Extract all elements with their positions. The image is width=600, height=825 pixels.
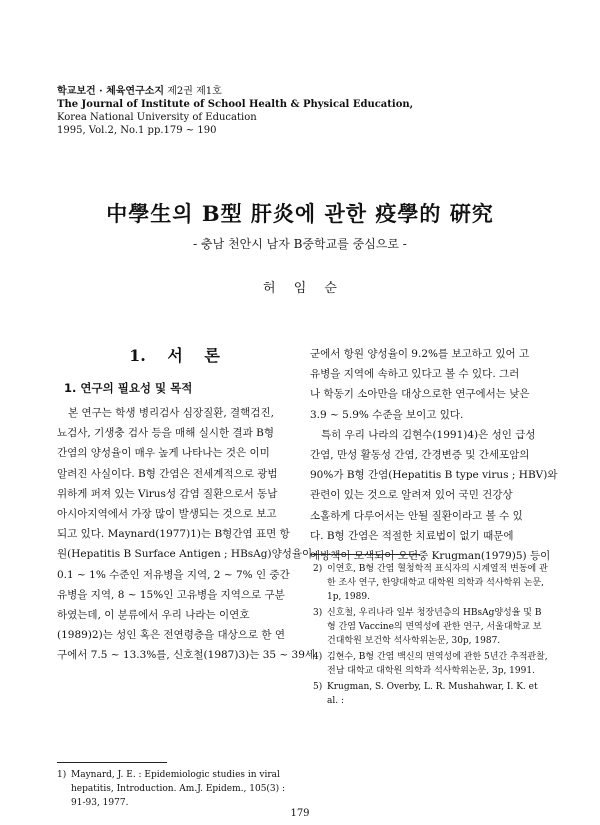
body-text-line: 특히 우리 나라의 김현수(1991)4)은 성인 급성 [321,428,536,441]
footnote-divider-left [57,762,167,763]
footnote-text: Krugman, S. Overby, L. R. Mushahwar, I. K. et al. : [327,682,538,706]
subsection-title: 1. 연구의 필요성 및 목적 [64,381,193,395]
footnote-item [313,562,549,604]
body-text-line: 0.1 ~ 1% 수준인 저유병을 지역, 2 ~ 7% 인 중간 [57,568,290,581]
journal-citation: 1995, Vol.2, No.1 pp.179 ~ 190 [57,125,217,136]
paper-author: 허 임 순 [263,281,337,296]
body-text-line: 원(Hepatitis B Surface Antigen ; HBsAg)양성율이 [57,548,313,561]
body-text-line: 군에서 항원 양성율이 9.2%를 보고하고 있어 고 [310,348,530,360]
body-text-line: 간염의 양성율이 매우 높게 나타나는 것은 이미 [57,447,270,460]
body-text-line: 3.9 ~ 5.9% 수준을 보이고 있다. [310,408,464,421]
journal-name-line [57,85,577,98]
footnote-text: 이연호, B형 간염 혈청학적 표식자의 시계열적 변동에 관한 조사 연구, 한양대학교 대학원 의학과 석사학위 논문, 1p, 1989. [327,564,548,602]
body-text-line: 되고 있다. Maynard(1977)1)는 B형간염 표면 항 [57,528,290,541]
footnote-text: 신호철, 우리나라 일부 청장년층의 HBsAg양성율 및 B형 간염 Vaccine의 면역성에 관한 연구, 서울대학교 보건대학원 보건학 석사학위논문, 30p, 1987. [327,608,542,646]
body-text-line: 유병을 지역에 속하고 있다고 볼 수 있다. 그러 [310,368,520,381]
body-text-line: 위하게 퍼져 있는 Virus성 감염 질환으로서 동남 [57,487,278,500]
footnote-text: Maynard, J. E. : Epidemiologic studies in viral hepatitis, Introduction. Am.J. Epidem., 105(3) : 91-93, 1977. [71,770,286,808]
body-text-line: 간염, 만성 활동성 간염, 간경변증 및 간세포암의 [310,449,530,462]
journal-korean-name: 학교보건 · 체육연구소지 [57,86,165,97]
journal-english-name: The Journal of Institute of School Health & Physical Education, [57,99,414,110]
body-text-line: 나 학동기 소아만을 대상으로한 연구에서는 낮은 [310,388,530,401]
body-text-line: 아시아지역에서 가장 많이 발생되는 것으로 보고 [57,508,277,521]
body-text-line: 뇨검사, 기생충 검사 등을 매해 실시한 결과 B형 [57,427,274,440]
footnote-item [313,650,549,678]
footnote-divider-right [310,554,420,555]
journal-header [57,85,577,137]
section-title: 1. 서 론 [129,346,220,365]
body-text-line: 유병을 지역, 8 ~ 15%인 고유병을 지역으로 구분 [57,588,285,601]
body-text-line: (1989)2)는 성인 혹은 전연령층을 대상으로 한 연 [57,629,286,642]
footnote-number: 2) [313,564,323,574]
page-number: 179 [290,808,310,819]
footnote-number: 3) [313,608,323,618]
body-text-line: 하였는데, 이 분류에서 우리 나라는 이연호 [57,609,250,622]
body-text-line: 소홀하게 다루어서는 안될 질환이라고 볼 수 있 [310,509,523,522]
footnote-number: 1) [57,770,67,780]
body-text-line: 관련이 있는 것으로 알려져 있어 국민 건강상 [310,489,513,502]
right-column-body [310,344,558,566]
footnote-item [313,680,549,708]
footnotes-left [57,768,297,812]
body-text-line: 본 연구는 학생 병리검사 심장질환, 결핵검진, [68,407,274,419]
footnote-item [57,768,297,810]
footnotes-right [313,562,549,710]
footnote-item [313,606,549,648]
left-column-body [57,403,316,666]
university-name: Korea National University of Education [57,112,257,123]
footnote-number: 5) [313,682,323,692]
journal-volume-korean: 제2권 제1호 [164,86,222,97]
paper-subtitle: - 충남 천안시 남자 B중학교를 중심으로 - [193,237,407,251]
body-text-line: 90%가 B형 간염(Hepatitis B type virus ; HBV)와 [310,469,558,482]
footnote-number: 4) [313,652,323,662]
body-text-line: 다. B형 간염은 적절한 치료법이 없기 때문에 [310,529,514,542]
body-text-line: 예방책이 모색되어 오던중 Krugman(1979)5) 등이 [310,550,551,563]
paper-title: 中學生의 B型 肝炎에 관한 疫學的 硏究 [106,201,494,226]
footnote-text: 김현수, B형 간염 백신의 면역성에 관한 5년간 추적관찰, 전남 대학교 대학원 의학과 석사학위논문, 3p, 1991. [327,652,548,676]
body-text-line: 알려진 사실이다. B형 간염은 전세계적으로 광범 [57,467,278,480]
body-text-line: 구에서 7.5 ~ 13.3%를, 신호철(1987)3)는 35 ~ 39세 [57,649,316,662]
